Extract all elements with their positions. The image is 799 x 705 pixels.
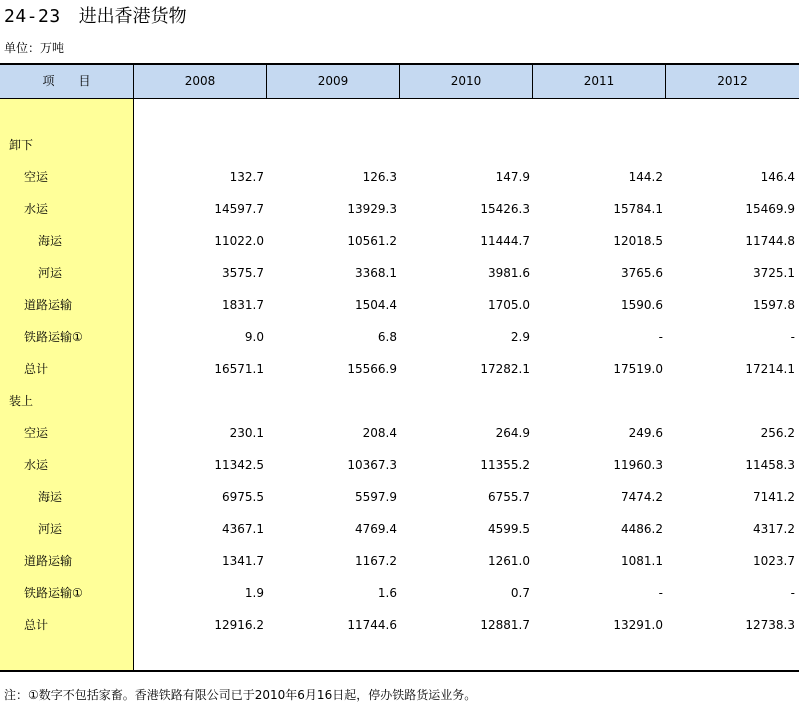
cell-2010: 2.9: [510, 330, 530, 344]
row-label: 铁路运输①: [24, 586, 83, 600]
header-year-2011: 2011: [533, 65, 666, 98]
header-year-2008: 2008: [134, 65, 267, 98]
cell-2008: 4367.1: [222, 522, 264, 536]
table-bottom-rule: [0, 670, 799, 672]
cell-2010: 1705.0: [488, 298, 530, 312]
cell-2011: -: [658, 586, 663, 600]
data-table: [0, 63, 799, 672]
table-header: [0, 65, 799, 98]
cell-2008: 6975.5: [222, 490, 264, 504]
cell-2012: 256.2: [760, 426, 795, 440]
cell-2010: 12881.7: [480, 618, 530, 632]
table-row: [0, 289, 799, 321]
table-row: [0, 385, 799, 417]
cell-2008: 14597.7: [214, 202, 264, 216]
cell-2010: 11444.7: [480, 234, 530, 248]
cell-2010: 4599.5: [488, 522, 530, 536]
cell-2009: 126.3: [362, 170, 397, 184]
cell-2011: 17519.0: [613, 362, 663, 376]
cell-2012: 7141.2: [753, 490, 795, 504]
cell-2011: 13291.0: [613, 618, 663, 632]
row-label: 卸下: [9, 138, 34, 152]
row-label: 空运: [24, 170, 49, 184]
row-label: 空运: [24, 426, 49, 440]
cell-2009: 6.8: [377, 330, 397, 344]
unit-label: 单位：万吨: [4, 41, 65, 55]
cell-2008: 132.7: [229, 170, 264, 184]
cell-2009: 11744.6: [347, 618, 397, 632]
row-label: 海运: [38, 234, 63, 248]
cell-2011: 4486.2: [621, 522, 663, 536]
cell-2012: -: [790, 586, 795, 600]
cell-2008: 12916.2: [214, 618, 264, 632]
cell-2012: 146.4: [760, 170, 795, 184]
table-row: [0, 257, 799, 289]
cell-2008: 9.0: [244, 330, 264, 344]
row-label: 海运: [38, 490, 63, 504]
cell-2011: 15784.1: [613, 202, 663, 216]
page-title: [4, 6, 187, 28]
cell-2011: 1590.6: [621, 298, 663, 312]
table-row: [0, 193, 799, 225]
row-label: 河运: [38, 522, 63, 536]
row-label: 水运: [24, 458, 49, 472]
cell-2009: 3368.1: [355, 266, 397, 280]
cell-2009: 15566.9: [347, 362, 397, 376]
table-row: [0, 353, 799, 385]
cell-2010: 264.9: [495, 426, 530, 440]
cell-2008: 1831.7: [222, 298, 264, 312]
cell-2009: 13929.3: [347, 202, 397, 216]
cell-2009: 208.4: [362, 426, 397, 440]
cell-2012: 11458.3: [745, 458, 795, 472]
row-label: 河运: [38, 266, 63, 280]
header-stub: 项 目: [0, 65, 134, 98]
header-year-2010: 2010: [400, 65, 533, 98]
cell-2009: 1167.2: [355, 554, 397, 568]
cell-2011: 12018.5: [613, 234, 663, 248]
cell-2008: 1.9: [244, 586, 264, 600]
cell-2011: 144.2: [628, 170, 663, 184]
cell-2011: 1081.1: [621, 554, 663, 568]
cell-2009: 10561.2: [347, 234, 397, 248]
cell-2010: 6755.7: [488, 490, 530, 504]
cell-2012: -: [790, 330, 795, 344]
cell-2011: 11960.3: [613, 458, 663, 472]
cell-2008: 16571.1: [214, 362, 264, 376]
cell-2012: 15469.9: [745, 202, 795, 216]
cell-2012: 11744.8: [745, 234, 795, 248]
row-label: 总计: [24, 362, 49, 376]
table-row: [0, 417, 799, 449]
cell-2009: 10367.3: [347, 458, 397, 472]
cell-2009: 4769.4: [355, 522, 397, 536]
footnote: 注：①数字不包括家畜。香港铁路有限公司已于2010年6月16日起，停办铁路货运业务。: [4, 688, 477, 702]
row-label: 道路运输: [24, 298, 73, 312]
row-label: 装上: [9, 394, 34, 408]
cell-2008: 11342.5: [214, 458, 264, 472]
cell-2010: 15426.3: [480, 202, 530, 216]
cell-2011: 7474.2: [621, 490, 663, 504]
cell-2009: 1.6: [377, 586, 397, 600]
table-row: [0, 321, 799, 353]
cell-2012: 4317.2: [753, 522, 795, 536]
header-year-2009: 2009: [267, 65, 400, 98]
cell-2011: 249.6: [628, 426, 663, 440]
cell-2009: 1504.4: [355, 298, 397, 312]
cell-2012: 3725.1: [753, 266, 795, 280]
cell-2012: 12738.3: [745, 618, 795, 632]
table-row: [0, 577, 799, 609]
row-label: 道路运输: [24, 554, 73, 568]
cell-2010: 0.7: [510, 586, 530, 600]
cell-2010: 1261.0: [488, 554, 530, 568]
table-title: 进出香港货物: [78, 6, 187, 27]
row-label: 水运: [24, 202, 49, 216]
cell-2012: 1597.8: [753, 298, 795, 312]
cell-2010: 3981.6: [488, 266, 530, 280]
table-row: [0, 513, 799, 545]
table-number: 24-23: [4, 6, 61, 27]
row-label: 铁路运输①: [24, 330, 83, 344]
cell-2009: 5597.9: [355, 490, 397, 504]
table-row: [0, 129, 799, 161]
cell-2008: 11022.0: [214, 234, 264, 248]
table-row: [0, 609, 799, 641]
cell-2010: 11355.2: [480, 458, 530, 472]
cell-2011: -: [658, 330, 663, 344]
cell-2008: 230.1: [229, 426, 264, 440]
table-row: [0, 161, 799, 193]
cell-2011: 3765.6: [621, 266, 663, 280]
table-row: [0, 481, 799, 513]
cell-2010: 17282.1: [480, 362, 530, 376]
table-row: [0, 225, 799, 257]
table-row: [0, 545, 799, 577]
row-label: 总计: [24, 618, 49, 632]
header-year-2012: 2012: [666, 65, 799, 98]
cell-2012: 17214.1: [745, 362, 795, 376]
cell-2012: 1023.7: [753, 554, 795, 568]
table-row: [0, 449, 799, 481]
cell-2008: 1341.7: [222, 554, 264, 568]
cell-2008: 3575.7: [222, 266, 264, 280]
cell-2010: 147.9: [495, 170, 530, 184]
